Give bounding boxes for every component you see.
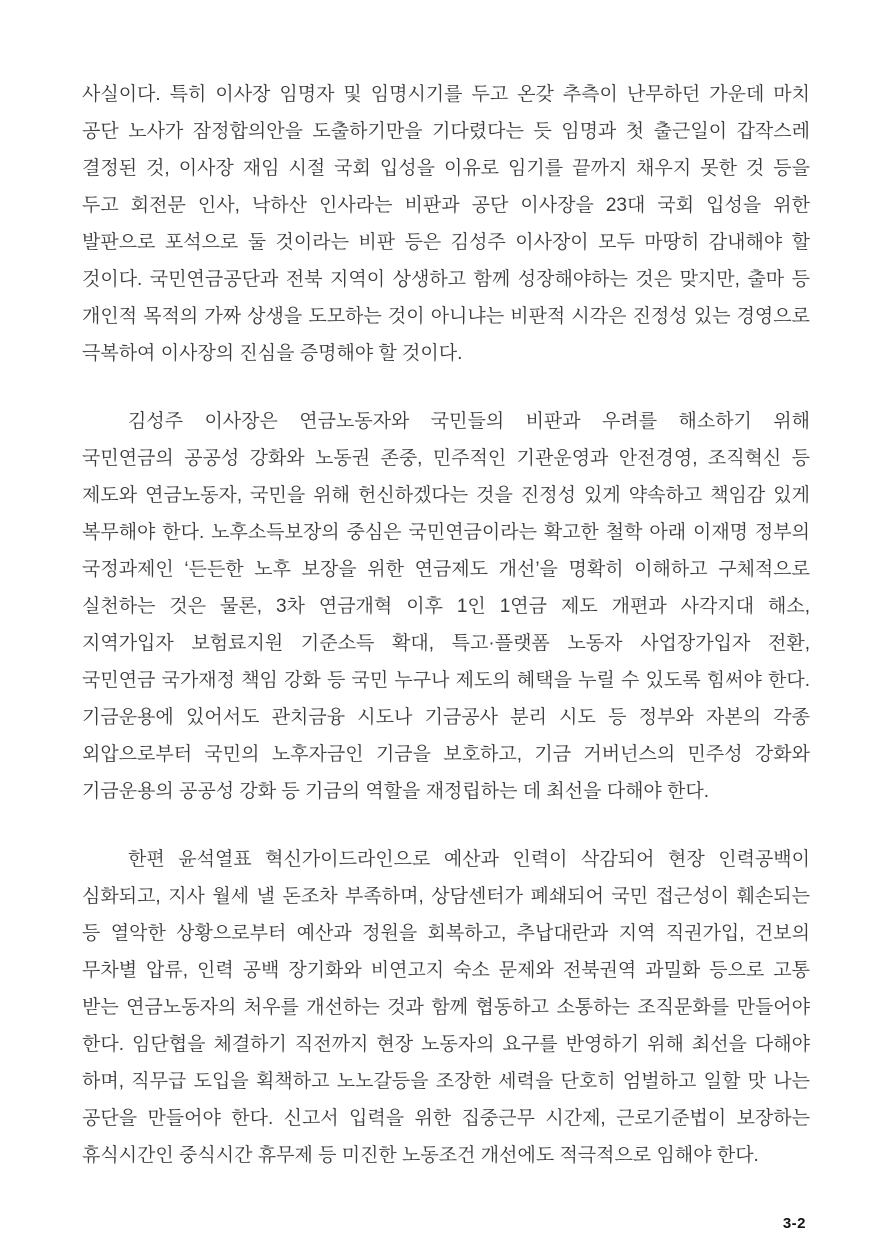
text-line: 국민연금 국가재정 책임 강화 등 국민 누구나 제도의 혜택을 누릴 수 있도록 힘써야 한다. [82, 670, 810, 691]
text-line: 기금운용에 있어서도 관치금융 시도나 기금공사 분리 시도 등 정부와 자본의 각종 [82, 707, 810, 728]
text-line: 제도와 연금노동자, 국민을 위해 헌신하겠다는 것을 진정성 있게 약속하고 책임감 있게 [82, 485, 810, 506]
text-line: 국정과제인 ‘든든한 노후 보장을 위한 연금제도 개선’을 명확히 이해하고 구체적으로 [82, 559, 810, 580]
paragraph-1 [82, 76, 810, 372]
text-line: 개인적 목적의 가짜 상생을 도모하는 것이 아니냐는 비판적 시각은 진정성 있는 경영으로 [82, 306, 810, 327]
text-line: 휴식시간인 중식시간 휴무제 등 미진한 노동조건 개선에도 적극적으로 임해야 한다. [82, 1145, 759, 1166]
page-number: 3-2 [782, 1215, 806, 1232]
text-line: 공단 노사가 잠정합의안을 도출하기만을 기다렸다는 듯 임명과 첫 출근일이 갑작스레 [82, 121, 810, 142]
text-line: 외압으로부터 국민의 노후자금인 기금을 보호하고, 기금 거버넌스의 민주성 강화와 [82, 744, 810, 765]
text-line: 것이다. 국민연금공단과 전북 지역이 상생하고 함께 성장해야하는 것은 맞지만, 출마 등 [82, 269, 810, 290]
document-body [82, 76, 810, 1174]
text-line: 실천하는 것은 물론, 3차 연금개혁 이후 1인 1연금 제도 개편과 사각지대 해소, [82, 596, 810, 617]
text-line: 한다. 임단협을 체결하기 직전까지 현장 노동자의 요구를 반영하기 위해 최선을 다해야 [82, 1034, 810, 1055]
text-line: 김성주 이사장은 연금노동자와 국민들의 비판과 우려를 해소하기 위해 [128, 411, 810, 432]
text-line: 공단을 만들어야 한다. 신고서 입력을 위한 집중근무 시간제, 근로기준법이 보장하는 [82, 1108, 810, 1129]
paragraph-3 [82, 841, 810, 1174]
text-line: 등 열악한 상황으로부터 예산과 정원을 회복하고, 추납대란과 지역 직권가입, 건보의 [82, 923, 810, 944]
text-line: 국민연금의 공공성 강화와 노동권 존중, 민주적인 기관운영과 안전경영, 조직혁신 등 [82, 448, 810, 469]
text-line: 기금운용의 공공성 강화 등 기금의 역할을 재정립하는 데 최선을 다해야 한다. [82, 781, 710, 802]
text-line: 두고 회전문 인사, 낙하산 인사라는 비판과 공단 이사장을 23대 국회 입성을 위한 [82, 195, 810, 216]
paragraph-2 [82, 403, 810, 810]
text-line: 심화되고, 지사 월세 낼 돈조차 부족하며, 상담센터가 폐쇄되어 국민 접근성이 훼손되는 [82, 886, 810, 907]
text-line: 결정된 것, 이사장 재임 시절 국회 입성을 이유로 임기를 끝까지 채우지 못한 것 등을 [82, 158, 810, 179]
text-line: 한편 윤석열표 혁신가이드라인으로 예산과 인력이 삭감되어 현장 인력공백이 [128, 849, 811, 870]
text-line: 지역가입자 보험료지원 기준소득 확대, 특고·플랫폼 노동자 사업장가입자 전환, [82, 633, 810, 654]
text-line: 극복하여 이사장의 진심을 증명해야 할 것이다. [82, 343, 463, 364]
text-line: 하며, 직무급 도입을 획책하고 노노갈등을 조장한 세력을 단호히 엄벌하고 일할 맛 나는 [82, 1071, 810, 1092]
text-line: 무차별 압류, 인력 공백 장기화와 비연고지 숙소 문제와 전북권역 과밀화 등으로 고통 [82, 960, 810, 981]
text-line: 발판으로 포석으로 둘 것이라는 비판 등은 김성주 이사장이 모두 마땅히 감내해야 할 [82, 232, 810, 253]
text-line: 받는 연금노동자의 처우를 개선하는 것과 함께 협동하고 소통하는 조직문화를 만들어야 [82, 997, 810, 1018]
text-line: 복무해야 한다. 노후소득보장의 중심은 국민연금이라는 확고한 철학 아래 이재명 정부의 [82, 522, 810, 543]
text-line: 사실이다. 특히 이사장 임명자 및 임명시기를 두고 온갖 추측이 난무하던 가운데 마치 [82, 84, 810, 105]
